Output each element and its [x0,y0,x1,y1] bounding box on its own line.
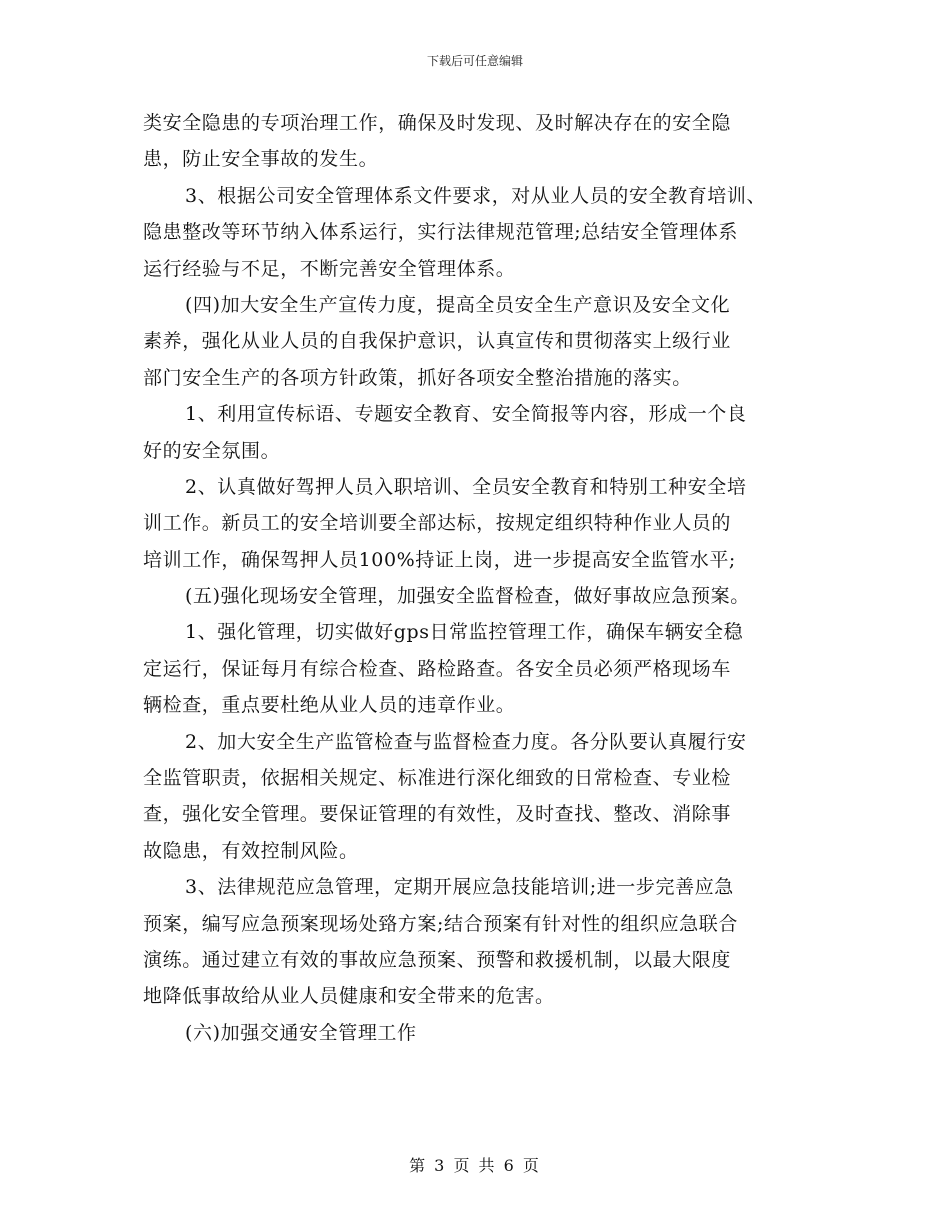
text-line: 辆检查，重点要杜绝从业人员的违章作业。 [143,694,516,717]
text-line: 1、强化管理，切实做好gps日常监控管理工作，确保车辆安全稳 [185,621,744,644]
section-heading-4: (四)加大安全生产宣传力度，提高全员安全生产意识及安全文化 [185,293,731,316]
text-line: 全监管职责，依据相关规定、标准进行深化细致的日常检查、专业检 [143,767,732,790]
text-line: 患，防止安全事故的发生。 [143,148,379,171]
page-footer: 第 3 页 共 6 页 [409,1156,541,1175]
text-line: 隐患整改等环节纳入体系运行，实行法律规范管理;总结安全管理体系 [143,221,739,244]
text-line: 好的安全氛围。 [143,439,281,462]
text-line: 素养，强化从业人员的自我保护意识，认真宣传和贯彻落实上级行业 [143,330,732,353]
text-line: 类安全隐患的专项治理工作，确保及时发现、及时解决存在的安全隐 [143,112,732,134]
section-heading-5: (五)强化现场安全管理，加强安全监督检查，做好事故应急预案。 [185,585,750,608]
text-line: 定运行，保证每月有综合检查、路检路查。各安全员必须严格现场车 [143,657,732,680]
body-text [143,105,813,1051]
text-line: 查，强化安全管理。要保证管理的有效性，及时查找、整改、消除事 [143,803,732,826]
text-line: 部门安全生产的各项方针政策，抓好各项安全整治措施的落实。 [143,366,692,389]
section-heading-6: (六)加强交通安全管理工作 [185,1021,417,1044]
text-line: 预案，编写应急预案现场处臵方案;结合预案有针对性的组织应急联合 [143,912,739,935]
text-line: 2、认真做好驾押人员入职培训、全员安全教育和特别工种安全培 [185,475,747,498]
text-line: 3、根据公司安全管理体系文件要求，对从业人员的安全教育培训、 [185,184,767,207]
text-line: 故隐患，有效控制风险。 [143,839,359,862]
text-line: 地降低事故给从业人员健康和安全带来的危害。 [143,985,555,1008]
text-line: 训工作。新员工的安全培训要全部达标，按规定组织特种作业人员的 [143,512,732,535]
text-line: 2、加大安全生产监管检查与监督检查力度。各分队要认真履行安 [185,730,747,753]
page-header: 下载后可任意编辑 [426,54,523,68]
text-line: 3、法律规范应急管理，定期开展应急技能培训;进一步完善应急 [185,876,734,899]
text-line: 运行经验与不足，不断完善安全管理体系。 [143,257,516,280]
text-line: 1、利用宣传标语、专题安全教育、安全简报等内容，形成一个良 [185,403,747,426]
text-line: 培训工作，确保驾押人员100%持证上岗，进一步提高安全监管水平; [143,548,736,571]
text-line: 演练。通过建立有效的事故应急预案、预警和救援机制，以最大限度 [143,948,732,971]
